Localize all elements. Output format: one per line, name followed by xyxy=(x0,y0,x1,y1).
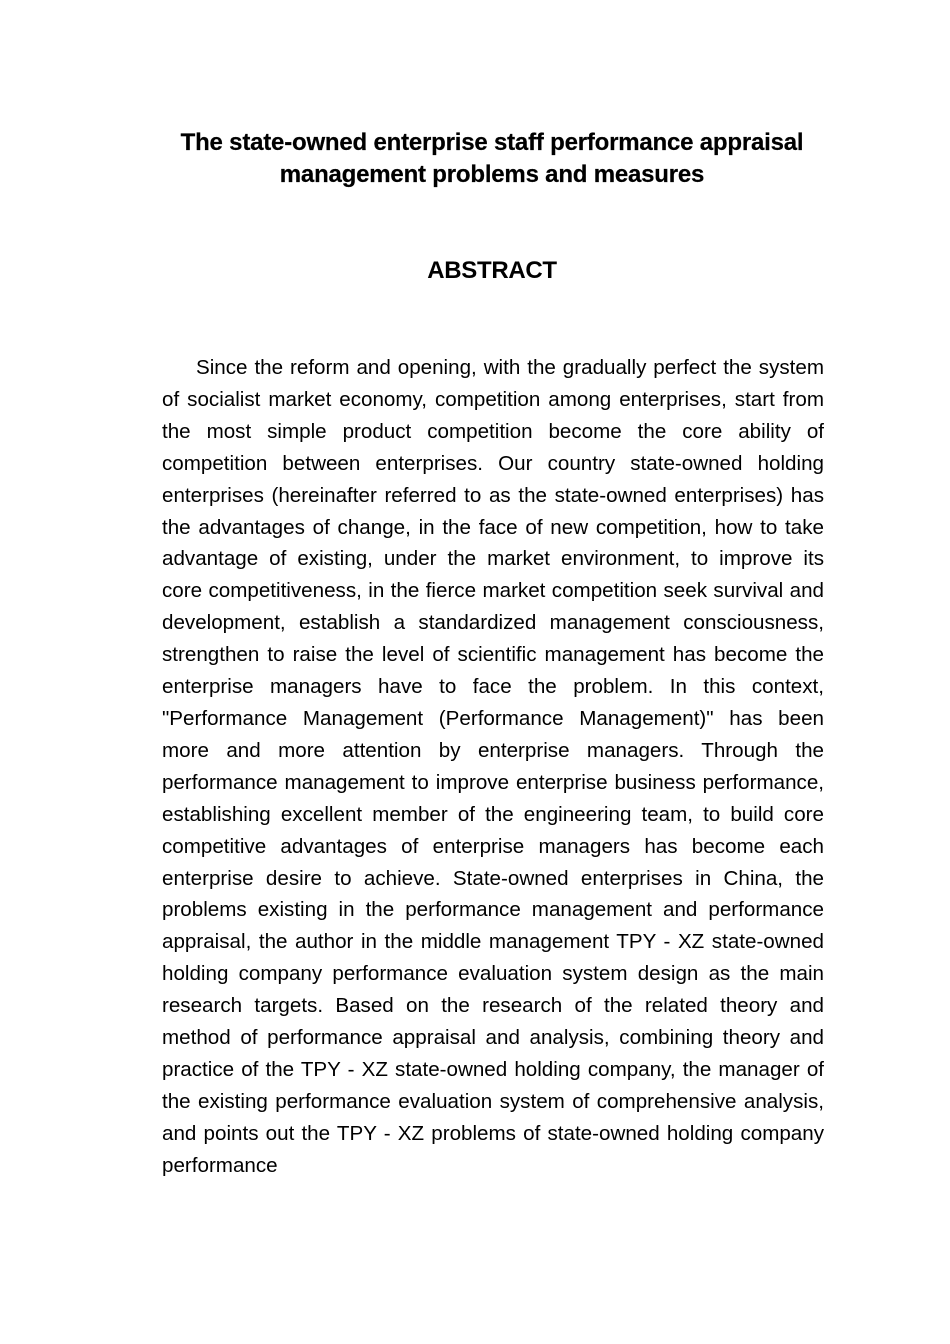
title-line-1: The state-owned enterprise staff performance appraisal xyxy=(180,129,804,156)
abstract-heading: ABSTRACT xyxy=(427,257,557,284)
title-line-2: management problems and measures xyxy=(279,161,705,188)
document-title xyxy=(120,127,864,191)
abstract-paragraph: Since the reform and opening, with the gradually perfect the system of socialist market economy, competition among enterprises, start from the most simple product competition become the core ability of competition between enterprises. Our country state-owned holding enterprises (hereinafter referred to as the state-owned enterprises) has the advantages of change, in the face of new competition, how to take advantage of existing, under the market environment, to improve its core competitiveness, in the fierce market competition seek survival and development, establish a standardized management consciousness, strengthen to raise the level of scientific management has become the enterprise managers have to face the problem. In this context, "Performance Management (Performance Management)" has been more and more attention by enterprise managers. Through the performance management to improve enterprise business performance, establishing excellent member of the engineering team, to build core competitive advantages of enterprise managers has become each enterprise desire to achieve. State-owned enterprises in China, the problems existing in the performance management and performance appraisal, the author in the middle management TPY - XZ state-owned holding company performance evaluation system design as the main research targets. Based on the research of the related theory and method of performance appraisal and analysis, combining theory and practice of the TPY - XZ state-owned holding company, the manager of the existing performance evaluation system of comprehensive analysis, and points out the TPY - XZ problems of state-owned holding company performance xyxy=(162,356,824,1177)
